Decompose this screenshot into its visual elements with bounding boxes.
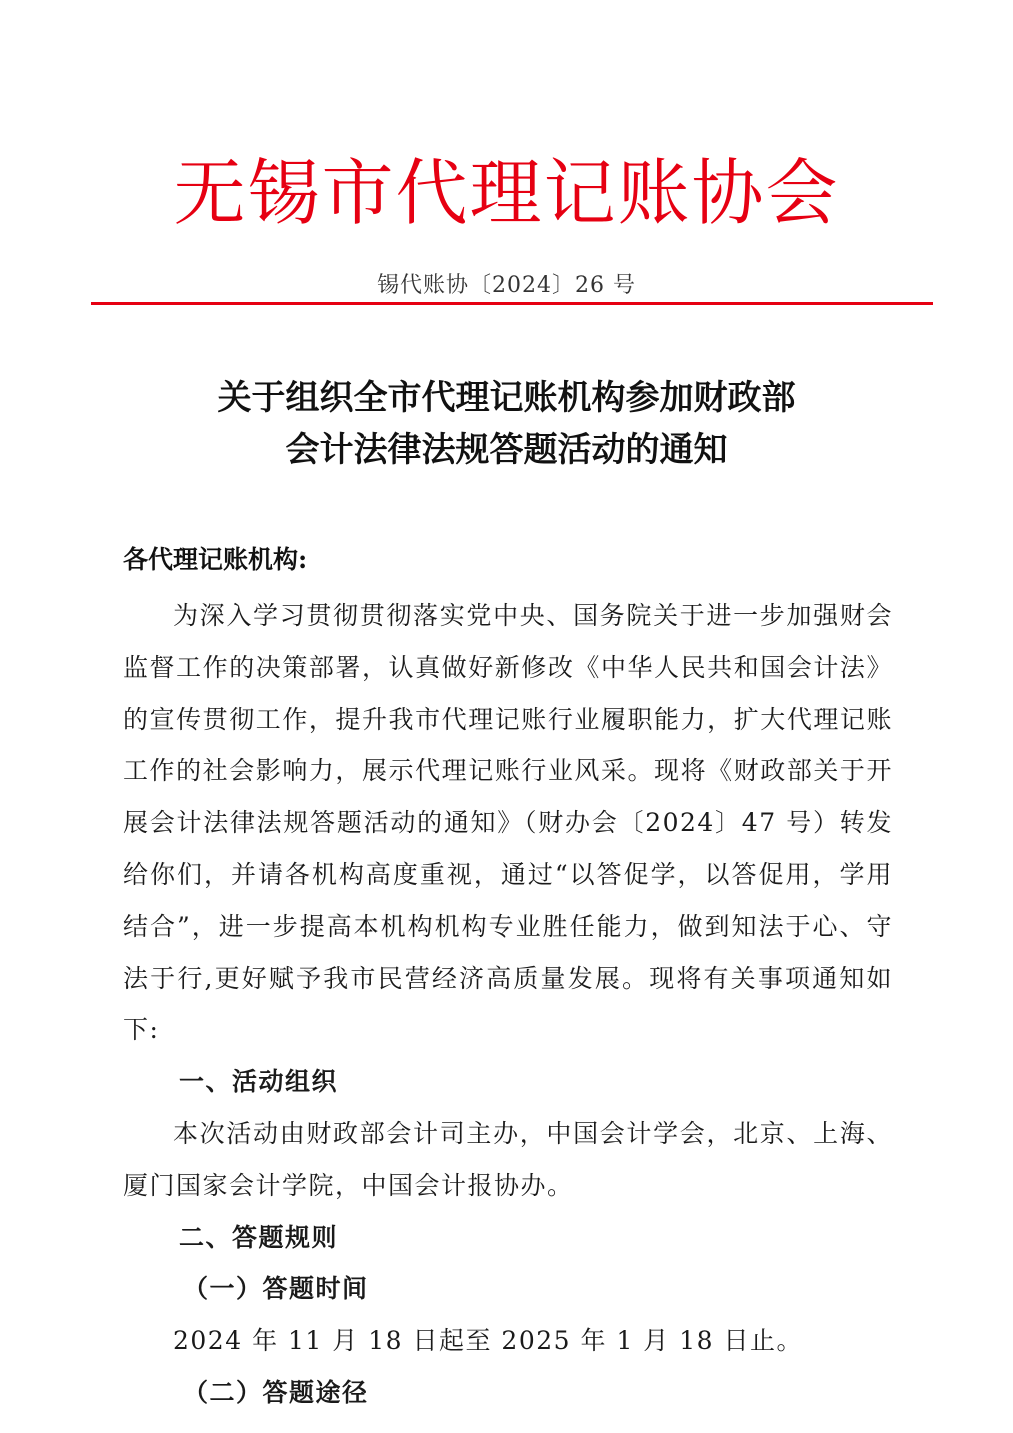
section-2-heading: 二、答题规则 [179, 1222, 339, 1252]
document-title-line-1: 关于组织全市代理记账机构参加财政部 [217, 378, 796, 418]
document-title-line-2: 会计法律法规答题活动的通知 [285, 430, 728, 470]
salutation: 各代理记账机构: [123, 545, 308, 574]
subsection-1-heading: （一）答题时间 [183, 1274, 369, 1304]
document-title [100, 372, 913, 476]
document-number: 锡代账协〔2024〕26 号 [377, 273, 636, 298]
section-1-paragraph: 本次活动由财政部会计司主办，中国会计学会，北京、上海、厦门国家会计学院，中国会计报协办。 [123, 1118, 893, 1200]
section-1-heading: 一、活动组织 [179, 1067, 339, 1097]
organization-letterhead: 无锡市代理记账协会 [173, 151, 840, 235]
intro-paragraph: 为深入学习贯彻贯彻落实党中央、国务院关于进一步加强财会监督工作的决策部署，认真做好新修改《中华人民共和国会计法》的宣传贯彻工作，提升我市代理记账行业履职能力，扩大代理记账工作的社会影响力，展示代理记账行业风采。现将《财政部关于开展会计法律法规答题活动的通知》（财办会〔2024〕47 号）转发给你们，并请各机构高度重视，通过“以答促学，以答促用，学用结合”，进一步提高本机构机构专业胜任能力，做到知法于心、守法于行,更好赋予我市民营经济高质量发展。现将有关事项通知如下: [123, 601, 893, 1045]
subsection-1-paragraph: 2024 年 11 月 18 日起至 2025 年 1 月 18 日止。 [173, 1326, 804, 1356]
document-body [123, 590, 893, 1419]
subsection-2-heading: （二）答题途径 [183, 1377, 369, 1407]
letterhead-divider [91, 302, 933, 305]
